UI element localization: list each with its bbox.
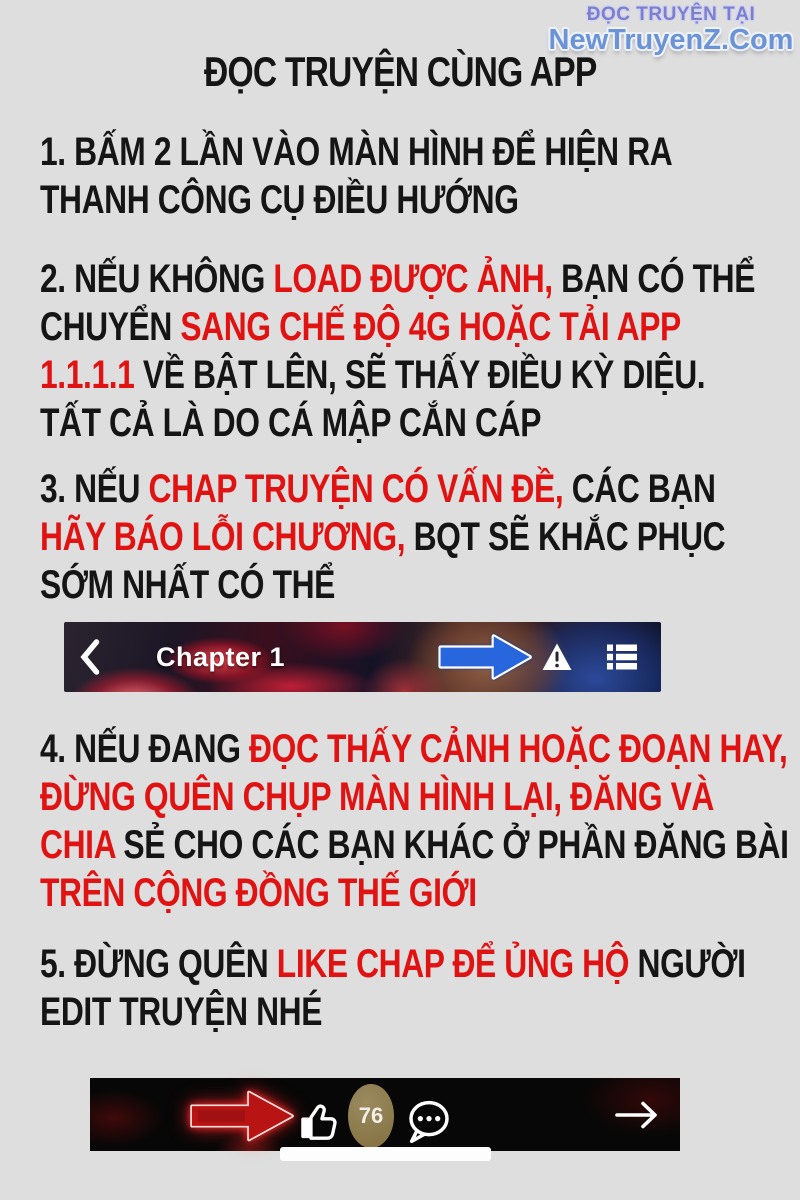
text-segment: 3. NẾU	[40, 467, 149, 511]
instruction-1	[40, 128, 787, 224]
text-line	[40, 940, 787, 988]
text-line	[40, 773, 787, 821]
text-segment: EDIT TRUYỆN NHÉ	[40, 990, 323, 1034]
instruction-3	[40, 465, 787, 609]
text-segment: BQT SẼ KHẮC PHỤC	[405, 515, 726, 559]
instruction-4	[40, 725, 787, 917]
text-segment: 5. ĐỪNG QUÊN	[40, 942, 277, 986]
text-segment: THANH CÔNG CỤ ĐIỀU HƯỚNG	[40, 178, 519, 222]
text-segment: ĐỌC THẤY CẢNH HOẶC ĐOẠN HAY,	[249, 727, 788, 771]
arrow-right-pointer-icon	[432, 633, 540, 681]
chapter-nav-screenshot	[64, 622, 661, 692]
comment-bubble-icon[interactable]	[405, 1099, 453, 1145]
chevron-left-icon[interactable]	[80, 639, 100, 675]
text-line	[40, 821, 787, 869]
text-segment: 2. NẾU KHÔNG	[40, 257, 274, 301]
like-count-badge	[348, 1084, 394, 1148]
text-segment: ĐỪNG QUÊN CHỤP MÀN HÌNH LẠI, ĐĂNG VÀ	[40, 775, 715, 819]
text-segment: CHIA	[40, 823, 115, 867]
text-line	[40, 176, 787, 224]
text-segment: CÁC BẠN	[563, 467, 716, 511]
text-segment: SANG CHẾ ĐỘ 4G HOẶC TẢI APP	[180, 305, 681, 349]
instruction-5	[40, 940, 787, 1036]
chapter-title: Chapter 1	[156, 642, 286, 672]
text-line	[40, 255, 787, 303]
home-indicator	[280, 1147, 491, 1161]
text-segment: SỚM NHẤT CÓ THỂ	[40, 563, 335, 607]
text-line	[40, 128, 787, 176]
text-segment: TRÊN CỘNG ĐỒNG THẾ GIỚI	[40, 871, 477, 915]
text-segment: SẺ CHO CÁC BẠN KHÁC Ở PHẦN ĐĂNG BÀI	[114, 823, 789, 867]
text-segment: BẠN CÓ THỂ	[552, 257, 756, 301]
text-segment: TẤT CẢ LÀ DO CÁ MẬP CẮN CÁP	[40, 401, 542, 445]
text-line	[40, 869, 787, 917]
logo-tagline: ĐỌC TRUYỆN TẠI	[586, 4, 756, 25]
text-segment: VỀ BẬT LÊN, SẼ THẤY ĐIỀU KỲ DIỆU.	[134, 353, 706, 397]
text-segment: 1.1.1.1	[40, 353, 135, 397]
text-line	[40, 988, 787, 1036]
text-segment: 1. BẤM 2 LẦN VÀO MÀN HÌNH ĐỂ HIỆN RA	[40, 130, 673, 174]
warning-triangle-icon[interactable]	[541, 642, 573, 672]
page-title: ĐỌC TRUYỆN CÙNG APP	[203, 48, 597, 95]
text-segment: LOAD ĐƯỢC ẢNH,	[273, 257, 553, 301]
instruction-2	[40, 255, 787, 447]
text-line	[40, 351, 787, 399]
text-segment: CHAP TRUYỆN CÓ VẤN ĐỀ,	[148, 467, 564, 511]
text-segment: 4. NẾU ĐANG	[40, 727, 250, 771]
logo-site-name: NewTruyenZ.Com	[548, 23, 794, 56]
text-segment: LIKE CHAP ĐỂ ỦNG HỘ	[276, 942, 630, 986]
text-line	[40, 303, 787, 351]
text-line	[40, 725, 787, 773]
action-bar-screenshot	[90, 1078, 680, 1151]
text-segment: CHUYỂN	[40, 305, 181, 349]
thumbs-up-icon[interactable]	[297, 1100, 343, 1144]
arrow-right-pointer-icon	[190, 1088, 298, 1144]
text-segment: NGƯỜI	[629, 942, 746, 986]
text-line	[40, 465, 787, 513]
like-count: 76	[358, 1103, 384, 1128]
text-line	[40, 513, 787, 561]
chapter-list-icon[interactable]	[607, 640, 637, 674]
text-segment: HÃY BÁO LỖI CHƯƠNG,	[40, 515, 406, 559]
text-line	[40, 561, 787, 609]
next-arrow-icon[interactable]	[614, 1098, 660, 1132]
text-line	[40, 399, 787, 447]
